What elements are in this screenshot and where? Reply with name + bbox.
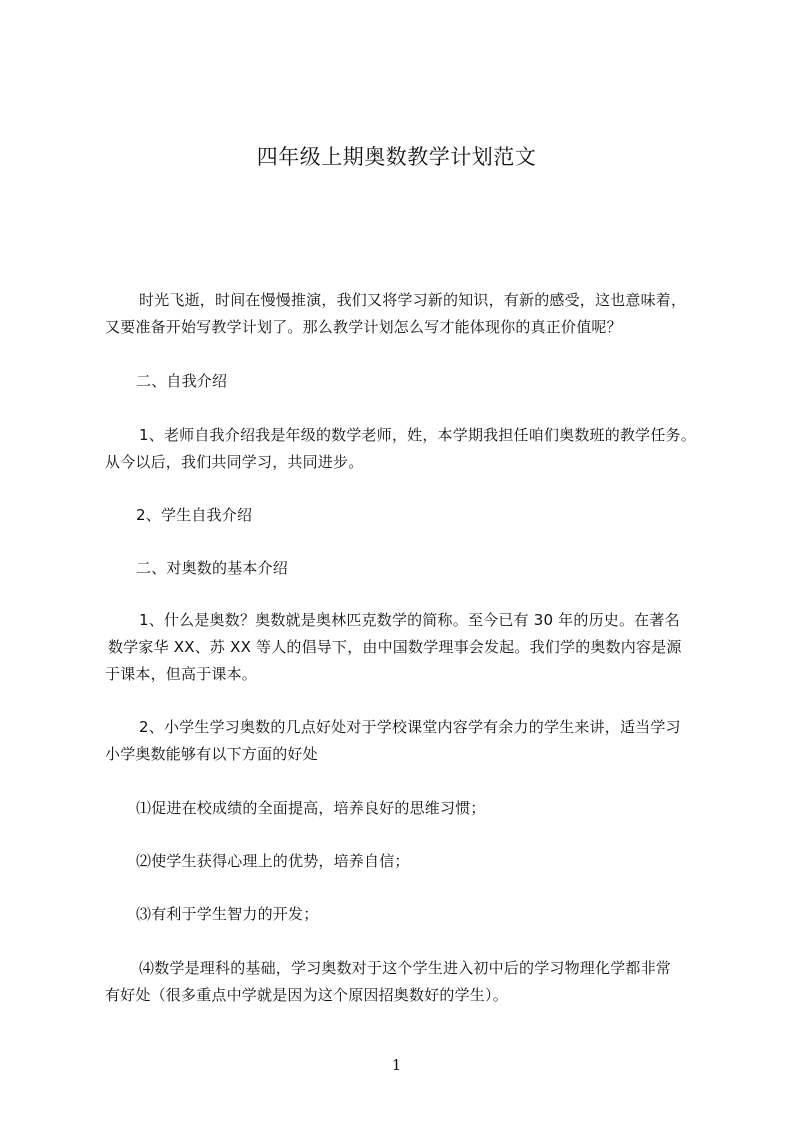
list-item-benefit-4-line-1: ⑷数学是理科的基础，学习奥数对于这个学生进入初中后的学习物理化学都非常: [139, 959, 672, 977]
paragraph-intro-line-2: 又要准备开始写教学计划了。那么教学计划怎么写才能体现你的真正价值呢？: [105, 318, 622, 336]
paragraph-benefits-line-2: 小学奥数能够有以下方面的好处: [105, 745, 318, 763]
paragraph-teacher-intro-line-1: 1、老师自我介绍我是年级的数学老师，姓，本学期我担任咱们奥数班的教学任务。: [139, 426, 696, 444]
list-item-benefit-2: ⑵使学生获得心理上的优势，培养自信；: [136, 852, 410, 870]
paragraph-what-is-line-1: 1、什么是奥数？奥数就是奥林匹克数学的简称。至今已有 30 年的历史。在著名: [139, 611, 680, 629]
list-item-benefit-3: ⑶有利于学生智力的开发；: [136, 905, 319, 923]
paragraph-student-intro: 2、学生自我介绍: [136, 506, 253, 524]
list-item-benefit-1: ⑴促进在校成绩的全面提高，培养良好的思维习惯；: [136, 799, 486, 817]
heading-self-introduction: 二、自我介绍: [136, 372, 228, 390]
paragraph-what-is-line-3: 于课本，但高于课本。: [105, 665, 258, 683]
list-item-benefit-4-line-2: 有好处（很多重点中学就是因为这个原因招奥数好的学生）。: [105, 986, 508, 1004]
page-number: 1: [391, 1056, 402, 1074]
paragraph-teacher-intro-line-2: 从今以后，我们共同学习，共同进步。: [105, 453, 364, 471]
paragraph-what-is-line-2: 数学家华 XX、苏 XX 等人的倡导下，由中国数学理事会发起。我们学的奥数内容是源: [108, 638, 682, 656]
document-title: 四年级上期奥数教学计划范文: [256, 145, 537, 169]
paragraph-intro-line-1: 时光飞逝，时间在慢慢推演，我们又将学习新的知识，有新的感受，这也意味着，: [139, 291, 687, 309]
paragraph-benefits-line-1: 2、小学生学习奥数的几点好处对于学校课堂内容学有余力的学生来讲，适当学习: [139, 718, 681, 736]
heading-basic-introduction: 二、对奥数的基本介绍: [136, 559, 289, 577]
